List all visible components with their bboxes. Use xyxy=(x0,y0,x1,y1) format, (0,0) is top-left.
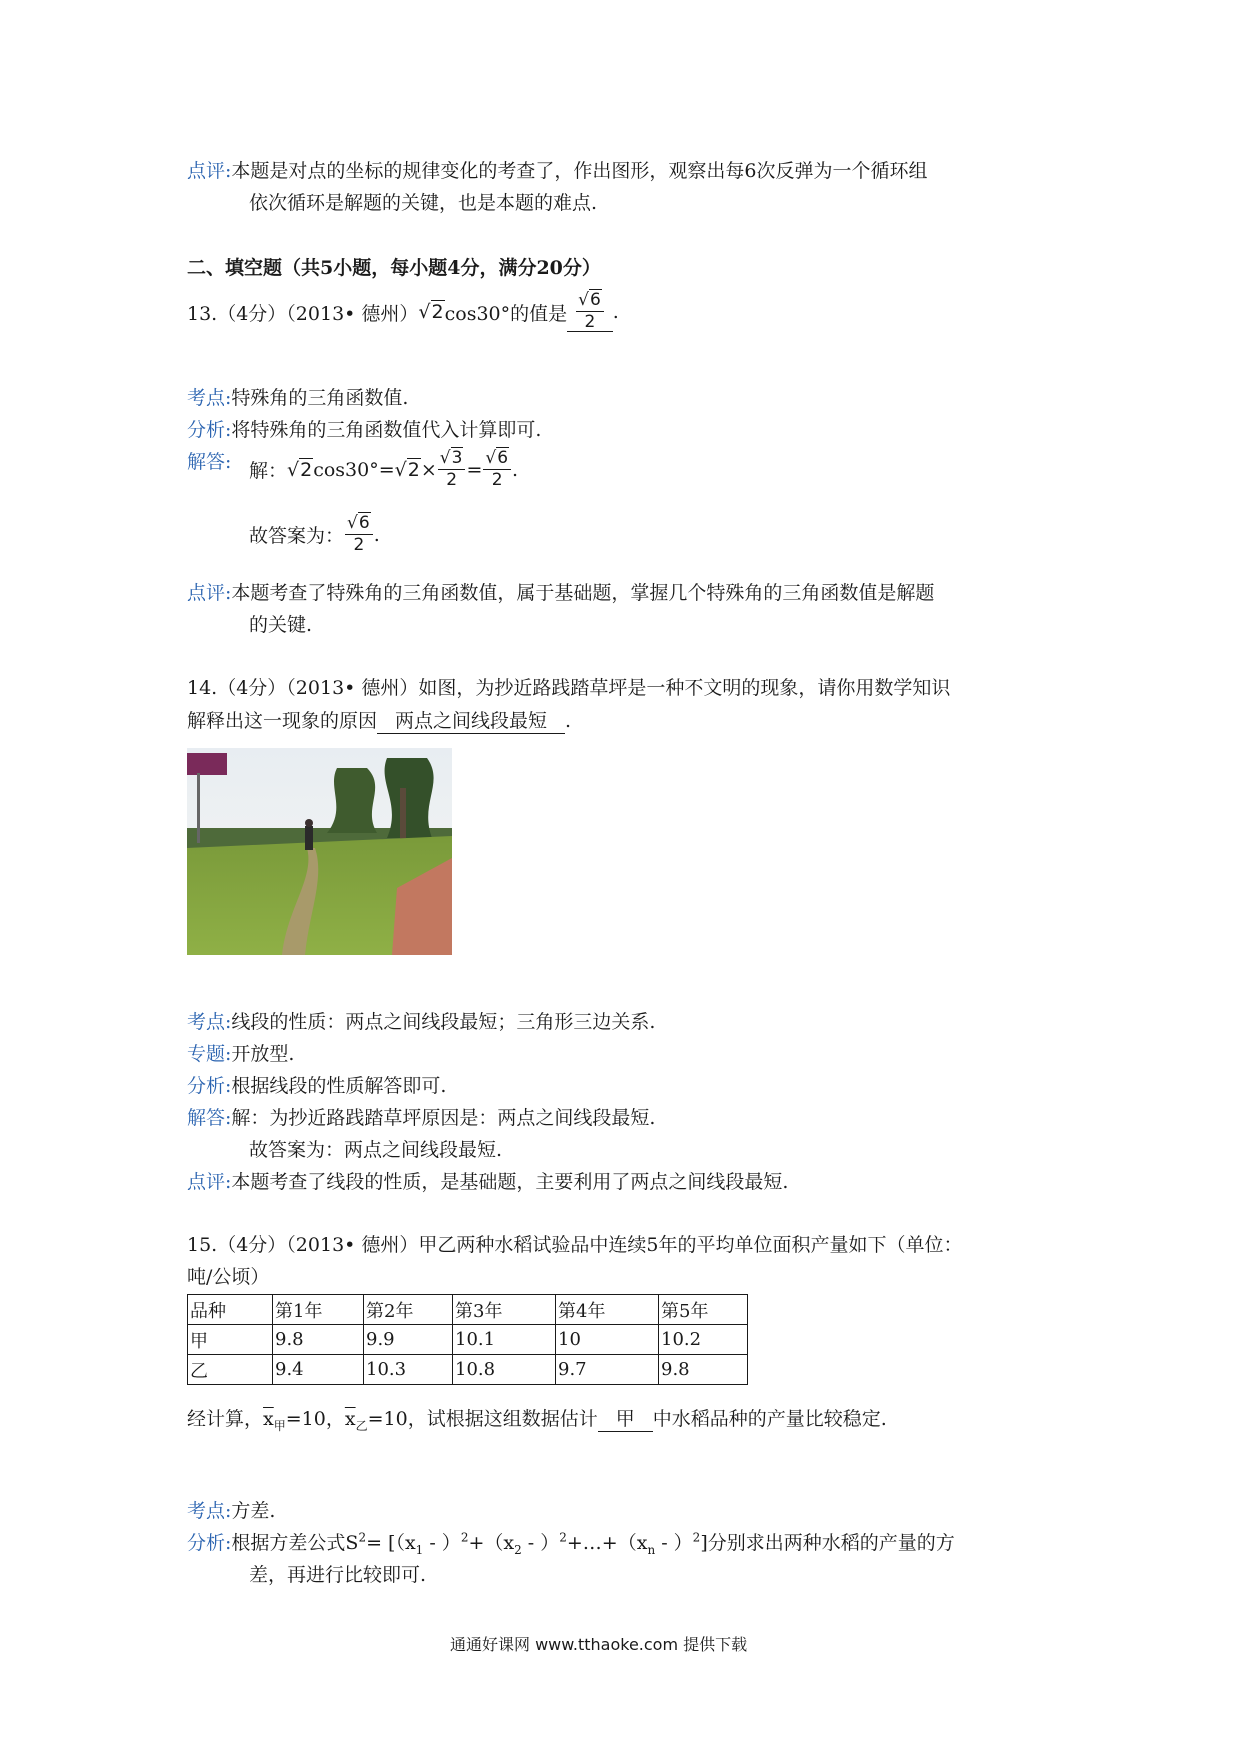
frac-sqrt6-over-2: $\frac{√6}{2}$ xyxy=(483,450,511,489)
q14-kaodian: 考点:线段的性质：两点之间线段最短；三角形三边关系. xyxy=(187,1011,656,1033)
q14-zhuanti: 专题:开放型. xyxy=(187,1043,295,1065)
table-cell: 10.1 xyxy=(453,1325,556,1355)
q15-kaodian: 考点:方差. xyxy=(187,1500,276,1522)
q13-answer-fraction: $\frac{√6}{2}$ xyxy=(576,292,604,331)
q13-pingping-line2: 的关键. xyxy=(249,614,313,636)
footer-download-note: 通通好课网 www.tthaoke.com 提供下载 xyxy=(450,1635,748,1654)
q15-answer-blank: 甲 xyxy=(598,1404,653,1432)
yield-table xyxy=(187,1294,748,1385)
q13-cos-text: cos30°的值是 xyxy=(444,302,568,325)
section-heading: 二、填空题（共5小题，每小题4分，满分20分） xyxy=(187,257,601,279)
table-cell: 第1年 xyxy=(273,1295,364,1325)
q14-pingping: 点评:本题考查了线段的性质，是基础题，主要利用了两点之间线段最短. xyxy=(187,1171,789,1193)
review-label: 点评: xyxy=(187,160,232,182)
table-cell: 品种 xyxy=(188,1295,273,1325)
q15-fenxi: 分析:根据方差公式$S^2= [(x_1 - )^2+(x_2$ - ）$^2+\dots+(x_n - )^2$]分别求出两种水稻的产量的方 xyxy=(187,1530,955,1557)
table-cell: 乙 xyxy=(188,1355,273,1385)
table-cell: 9.9 xyxy=(364,1325,453,1355)
q15-stem-line1: 15.（4分）（2013• 德州）甲乙两种水稻试验品中连续5年的平均单位面积产量如下（单位： xyxy=(187,1234,963,1256)
table-cell: 10 xyxy=(556,1325,659,1355)
table-cell: 甲 xyxy=(188,1325,273,1355)
top-review-line2: 依次循环是解题的关键，也是本题的难点. xyxy=(249,192,598,214)
q13-fenxi: 分析:将特殊角的三角函数值代入计算即可. xyxy=(187,419,542,441)
q14-answer-blank: 两点之间线段最短 xyxy=(377,706,565,734)
lawn-path-photo xyxy=(187,748,452,955)
q15-fenxi-line2: 差，再进行比较即可. xyxy=(249,1564,427,1586)
sqrt-2: √2 xyxy=(418,301,444,323)
frac-sqrt3-over-2: $\frac{√3}{2}$ xyxy=(438,450,466,489)
q13-solution: 解： √2 cos30°= √2 × $\frac{√3}{2}$ = $\frac{√6}{2}$ . xyxy=(249,448,519,490)
table-cell: 9.7 xyxy=(556,1355,659,1385)
q13-jieda-label: 解答: xyxy=(187,451,232,473)
q13-answer-blank xyxy=(567,292,613,332)
table-cell: 9.8 xyxy=(659,1355,748,1385)
q14-stem-line2: 解释出这一现象的原因 两点之间线段最短 . xyxy=(187,706,571,734)
table-cell: 10.2 xyxy=(659,1325,748,1355)
table-cell: 第5年 xyxy=(659,1295,748,1325)
q13-pingping: 点评:本题考查了特殊角的三角函数值，属于基础题，掌握几个特殊角的三角函数值是解题 xyxy=(187,582,935,604)
table-header-row xyxy=(188,1295,748,1325)
q15-stem-line2: 吨/公顷） xyxy=(187,1266,270,1288)
table-row xyxy=(188,1325,748,1355)
table-cell: 10.3 xyxy=(364,1355,453,1385)
table-cell: 第3年 xyxy=(453,1295,556,1325)
q14-stem-line1: 14.（4分）（2013• 德州）如图，为抄近路践踏草坪是一种不文明的现象，请你用数学知识 xyxy=(187,677,951,699)
table-row xyxy=(188,1355,748,1385)
q13-kaodian: 考点:特殊角的三角函数值. xyxy=(187,387,409,409)
q14-jieda-line2: 故答案为：两点之间线段最短. xyxy=(249,1139,503,1161)
table-cell: 第2年 xyxy=(364,1295,453,1325)
top-review-line1 xyxy=(187,156,928,183)
q14-fenxi: 分析:根据线段的性质解答即可. xyxy=(187,1075,447,1097)
q15-calc: 经计算，$\overline{x}_甲=10$，$\overline{x}_乙=10$，试根据这组数据估计 甲 中水稻品种的产量比较稳定. xyxy=(187,1404,887,1434)
q14-jieda: 解答:解：为抄近路践踏草坪原因是：两点之间线段最短. xyxy=(187,1107,656,1129)
table-cell: 9.4 xyxy=(273,1355,364,1385)
review-text: 本题是对点的坐标的规律变化的考查了，作出图形，观察出每6次反弹为一个循环组 xyxy=(231,160,928,182)
x-bar: $\overline{x}$ xyxy=(344,1408,356,1430)
final-fraction: $\frac{√6}{2}$ xyxy=(345,515,373,554)
q13-prefix: 13.（4分）（2013• 德州） xyxy=(187,302,419,325)
q13-stem: 13.（4分）（2013• 德州） √2 cos30°的值是 $\frac{√6}{2}$ . xyxy=(187,290,619,332)
q13-final: 故答案为： $\frac{√6}{2}$ . xyxy=(249,513,380,555)
table-cell: 10.8 xyxy=(453,1355,556,1385)
x-bar: $\overline{x}$ xyxy=(263,1408,274,1430)
table-cell: 第4年 xyxy=(556,1295,659,1325)
table-cell: 9.8 xyxy=(273,1325,364,1355)
